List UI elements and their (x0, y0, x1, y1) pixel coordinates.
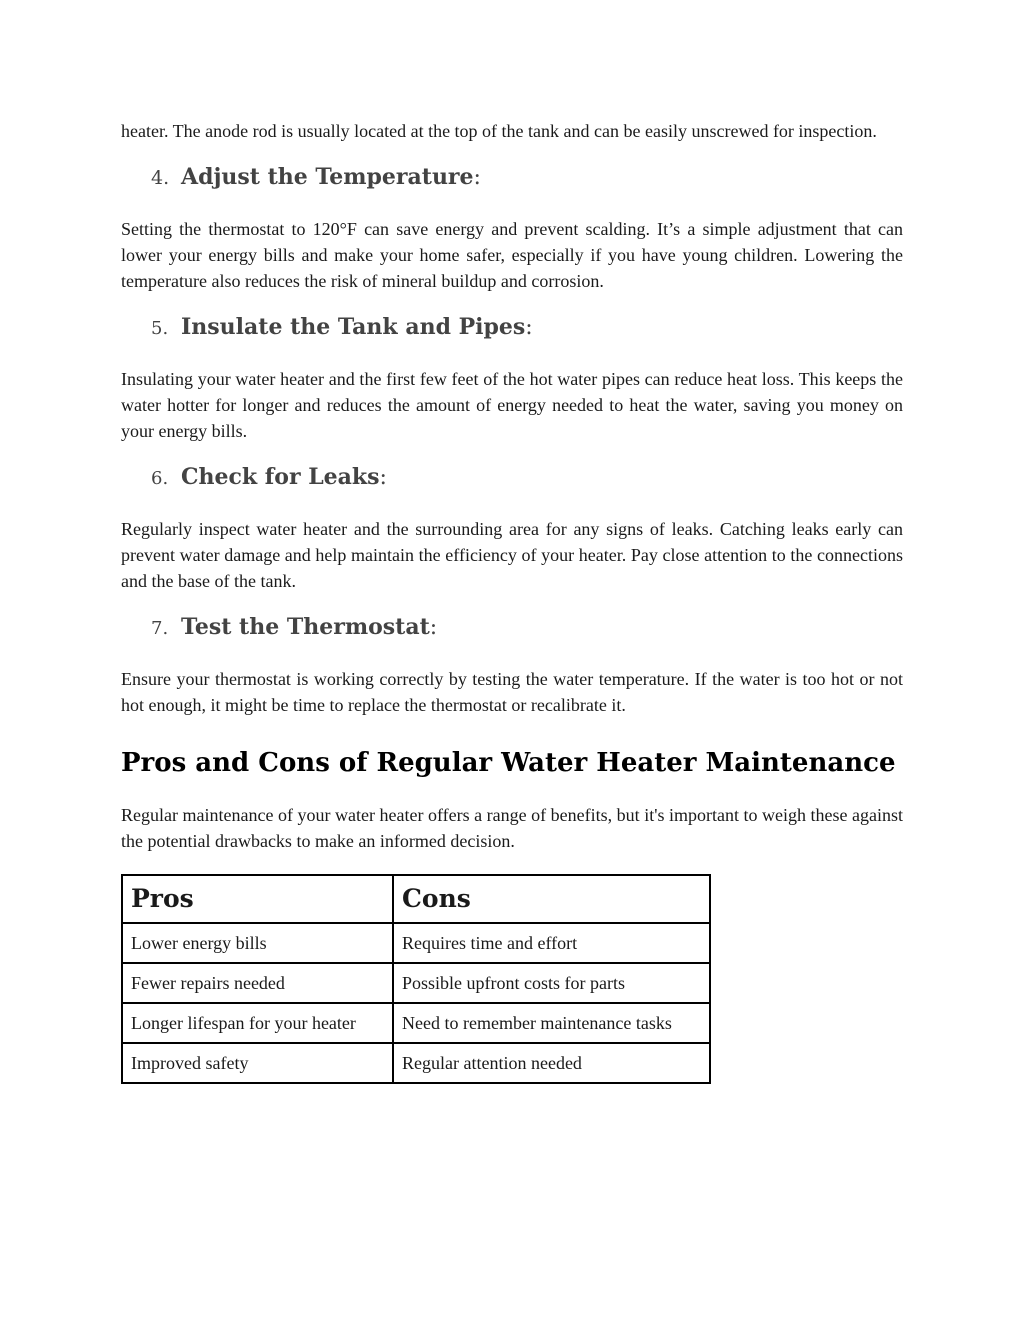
table-row (122, 923, 710, 963)
step-title: Test the Thermostat (181, 614, 430, 640)
table-header-cons: Cons (393, 875, 710, 923)
step-colon: : (379, 465, 387, 490)
step-paragraph-5: Insulating your water heater and the first few feet of the hot water pipes can reduce heat loss. This keeps the water hotter for longer and reduces the amount of energy needed to heat the water, saving you money on your energy bills. (121, 369, 903, 441)
step-number: 5. (151, 318, 169, 339)
step-title: Adjust the Temperature (181, 164, 474, 190)
pros-cell: Lower energy bills (122, 923, 393, 963)
document-page (121, 118, 903, 1084)
table-row (122, 963, 710, 1003)
step-paragraph-7: Ensure your thermostat is working correctly by testing the water temperature. If the water is too hot or not hot enough, it might be time to replace the thermostat or recalibrate it. (121, 669, 903, 715)
pros-cell: Longer lifespan for your heater (122, 1003, 393, 1043)
step-title: Insulate the Tank and Pipes (181, 314, 526, 340)
table-header-pros: Pros (122, 875, 393, 923)
step-heading-7 (121, 614, 903, 650)
cons-cell: Possible upfront costs for parts (393, 963, 710, 1003)
step-number: 6. (151, 468, 169, 489)
step-paragraph-6: Regularly inspect water heater and the surrounding area for any signs of leaks. Catching leaks early can prevent water damage and help maintain the efficiency of your heater. Pay close attention to the connections and the base of the tank. (121, 519, 903, 591)
table-row (122, 1043, 710, 1083)
cons-cell: Need to remember maintenance tasks (393, 1003, 710, 1043)
pros-cons-table (121, 874, 711, 1084)
section-paragraph: Regular maintenance of your water heater offers a range of benefits, but it's important to weigh these against the potential drawbacks to make an informed decision. (121, 805, 903, 851)
step-colon: : (525, 315, 533, 340)
pros-cell: Improved safety (122, 1043, 393, 1083)
step-heading-4 (121, 164, 903, 200)
step-paragraph-4: Setting the thermostat to 120°F can save energy and prevent scalding. It’s a simple adjustment that can lower your energy bills and make your home safer, especially if you have young children. Lowering the temperature also reduces the risk of mineral buildup and corrosion. (121, 219, 903, 291)
pros-cell: Fewer repairs needed (122, 963, 393, 1003)
step-heading-5 (121, 314, 903, 350)
step-title: Check for Leaks (181, 464, 380, 490)
table-row (122, 1003, 710, 1043)
cons-cell: Regular attention needed (393, 1043, 710, 1083)
table-header-row (122, 875, 710, 923)
intro-paragraph: heater. The anode rod is usually located at the top of the tank and can be easily unscrewed for inspection. (121, 121, 877, 141)
step-colon: : (429, 615, 438, 640)
step-number: 4. (151, 167, 170, 189)
step-number: 7. (151, 618, 169, 639)
cons-cell: Requires time and effort (393, 923, 710, 963)
step-colon: : (473, 165, 481, 190)
step-heading-6 (121, 464, 903, 500)
section-heading: Pros and Cons of Regular Water Heater Maintenance (121, 748, 896, 778)
